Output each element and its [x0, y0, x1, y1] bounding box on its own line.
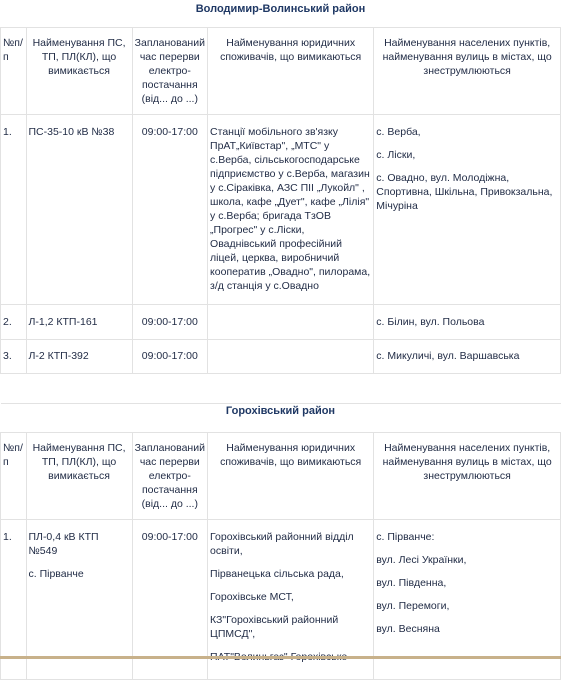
row-ps [26, 519, 132, 679]
header-consumers: Найменування юридичних споживачів, що вимикаються [208, 27, 374, 114]
row-ps: Л-1,2 КТП-161 [26, 304, 132, 339]
settlement-line: вул. Перемоги, [376, 599, 450, 612]
header-settlements: Найменування населених пунктів, найменування вулиць в містах, що знеструмлюються [374, 27, 561, 114]
ps-line: ПЛ-0,4 кВ КТП №549 [28, 530, 99, 557]
row-time: 09:00-17:00 [132, 339, 207, 373]
header-num: №п/п [1, 27, 27, 114]
row-settlements [374, 519, 561, 679]
row-consumers [208, 519, 374, 679]
settlement-line: вул. Південна, [376, 576, 447, 589]
row-consumers [208, 339, 374, 373]
row-consumers: Станції мобільного зв'язку ПрАТ„Київстар", „МТС" у с.Верба, сільськогосподарське підприємство у с.Верба, магазин у с.Сіраківка, АЗС ПІІ „Лукойл" , школа, кафе „Дует", кафе „Лілія" у с.Верба; бригада ТзОВ „Прогрес" у с.Ліски, Оваднівський професійний ліцей, церква, виробничий кооператив „Овадно", пилорама, з/д станція у с.Овадно [208, 114, 374, 304]
header-settlements: Найменування населених пунктів, найменування вулиць в містах, що знеструмлюються [374, 432, 561, 519]
row-num: 1. [1, 519, 27, 679]
consumer-line: Горохівське МСТ, [210, 590, 294, 603]
row-time: 09:00-17:00 [132, 519, 207, 679]
table-row [1, 339, 561, 373]
consumer-line: Пірванецька сільська рада, [210, 567, 344, 580]
header-time: Запланований час перерви електро-постачання (від... до ...) [132, 27, 207, 114]
row-consumers [208, 304, 374, 339]
row-num: 1. [1, 114, 27, 304]
consumer-line: КЗ"Горохівський районний ЦПМСД", [210, 613, 339, 640]
row-ps: Л-2 КТП-392 [26, 339, 132, 373]
row-settlements: с. Білин, вул. Польова [374, 304, 561, 339]
row-time: 09:00-17:00 [132, 304, 207, 339]
row-settlements [374, 114, 561, 304]
header-time: Запланований час перерви електро-постачання (від... до ...) [132, 432, 207, 519]
row-ps: ПС-35-10 кВ №38 [26, 114, 132, 304]
consumer-line: Горохівський районний відділ освіти, [210, 530, 354, 557]
settlement-line: с. Овадно, вул. Молодіжна, Спортивна, Шкільна, Привокзальна, Мічуріна [376, 171, 553, 212]
row-num: 2. [1, 304, 27, 339]
row-time: 09:00-17:00 [132, 114, 207, 304]
district-title-volodymyr: Володимир-Волинський район [195, 3, 366, 15]
settlement-line: вул. Весняна [376, 622, 440, 635]
header-num: №п/п [1, 432, 27, 519]
header-consumers: Найменування юридичних споживачів, що вимикаються [208, 432, 374, 519]
row-num: 3. [1, 339, 27, 373]
settlement-line: вул. Лесі Українки, [376, 553, 467, 566]
row-settlements: с. Микуличі, вул. Варшавська [374, 339, 561, 373]
settlement-line: с. Пірванче: [376, 530, 435, 543]
header-ps: Найменування ПС, ТП, ПЛ(КЛ), що вимикається [26, 432, 132, 519]
district-title-horokhiv: Горохівський район [225, 404, 336, 417]
table-row [1, 114, 561, 304]
table-row [1, 304, 561, 339]
table-header-row [1, 27, 561, 114]
table-header-row [1, 432, 561, 519]
settlement-line: с. Ліски, [376, 148, 416, 161]
table-row [1, 519, 561, 679]
header-ps: Найменування ПС, ТП, ПЛ(КЛ), що вимикається [26, 27, 132, 114]
ps-line: с. Пірванче [28, 567, 84, 580]
settlement-line: с. Верба, [376, 125, 421, 138]
